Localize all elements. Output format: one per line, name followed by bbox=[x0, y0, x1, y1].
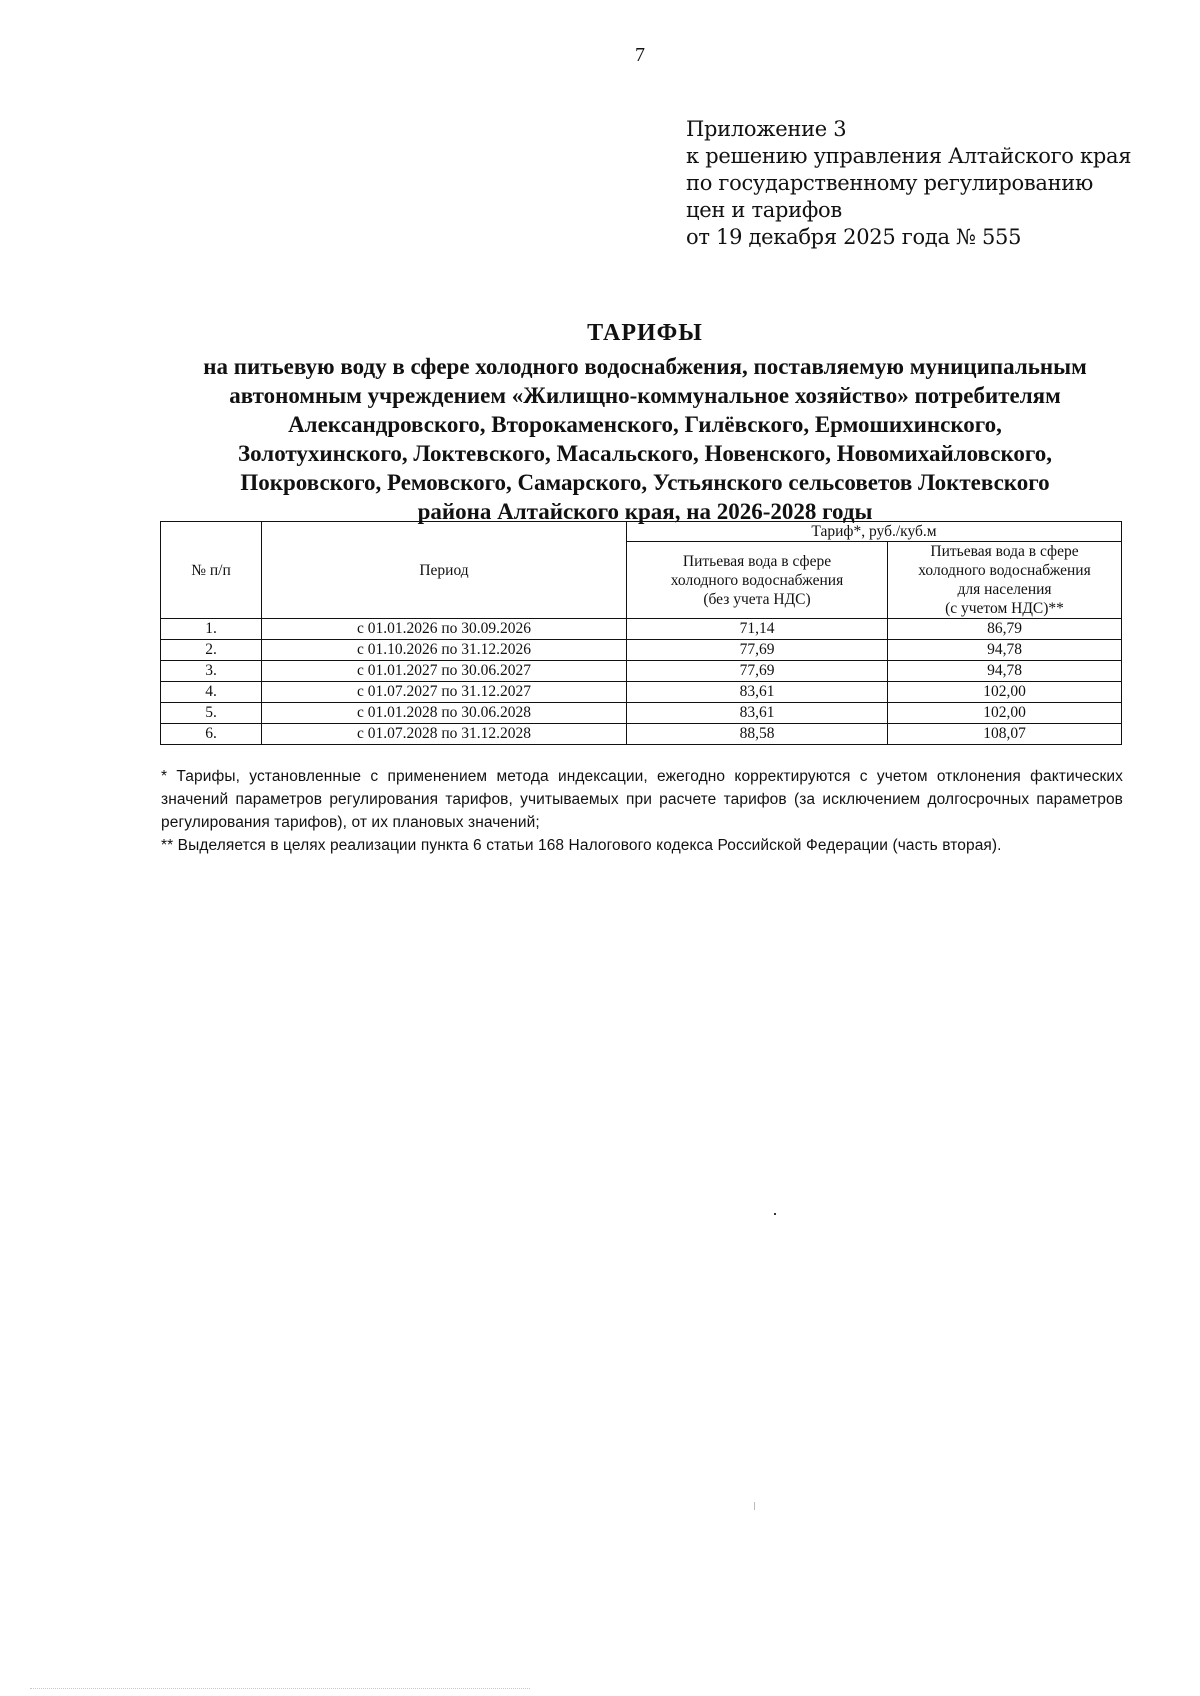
table-row bbox=[161, 640, 1122, 661]
scan-mark bbox=[754, 1502, 755, 1510]
scan-speck bbox=[774, 1213, 776, 1215]
document-title: ТАРИФЫ bbox=[587, 320, 703, 346]
row-num: 6. bbox=[161, 724, 262, 745]
appendix-line: Приложение 3 bbox=[686, 117, 847, 141]
header-tariff-no-vat bbox=[627, 542, 888, 619]
row-tariff-no-vat: 77,69 bbox=[627, 640, 888, 661]
row-tariff-no-vat: 88,58 bbox=[627, 724, 888, 745]
row-num: 2. bbox=[161, 640, 262, 661]
header-line: Питьевая вода в сфере bbox=[930, 543, 1079, 560]
header-line: холодного водоснабжения bbox=[918, 562, 1091, 579]
table-row bbox=[161, 724, 1122, 745]
row-tariff-no-vat: 77,69 bbox=[627, 661, 888, 682]
appendix-line: по государственному регулированию bbox=[686, 171, 1093, 195]
row-tariff-with-vat: 86,79 bbox=[888, 619, 1122, 640]
footnote-indexation: * Тарифы, установленные с применением метода индексации, ежегодно корректируются с учетом отклонения фактических значений параметров регулирования тарифов, учитываемых при расчете тарифов (за исключением долгосрочных параметров регулирования тарифов), от их плановых значений; bbox=[161, 768, 1123, 831]
subtitle-line: Золотухинского, Локтевского, Масальского, Новенского, Новомихайловского, bbox=[237, 441, 1053, 466]
header-line: (без учета НДС) bbox=[703, 590, 811, 608]
header-line: (с учетом НДС)** bbox=[945, 600, 1064, 617]
subtitle-line: Александровского, Второкаменского, Гилёвского, Ермошихинского, bbox=[288, 412, 1002, 437]
appendix-reference bbox=[686, 116, 1131, 251]
appendix-line: от 19 декабря 2025 года № 555 bbox=[686, 225, 1022, 249]
header-tariff-group: Тариф*, руб./куб.м bbox=[627, 522, 1122, 542]
table-row bbox=[161, 682, 1122, 703]
table-row bbox=[161, 661, 1122, 682]
header-line: холодного водоснабжения bbox=[670, 571, 844, 589]
row-period: с 01.01.2028 по 30.06.2028 bbox=[262, 703, 627, 724]
row-tariff-with-vat: 108,07 bbox=[888, 724, 1122, 745]
row-tariff-with-vat: 94,78 bbox=[888, 640, 1122, 661]
header-tariff-with-vat bbox=[888, 542, 1122, 619]
row-period: с 01.01.2026 по 30.09.2026 bbox=[262, 619, 627, 640]
row-tariff-no-vat: 83,61 bbox=[627, 682, 888, 703]
appendix-line: к решению управления Алтайского края bbox=[686, 144, 1132, 168]
row-num: 3. bbox=[161, 661, 262, 682]
header-num: № п/п bbox=[161, 522, 262, 619]
row-tariff-no-vat: 71,14 bbox=[627, 619, 888, 640]
row-num: 5. bbox=[161, 703, 262, 724]
scan-artifact-line bbox=[30, 1688, 530, 1690]
row-tariff-with-vat: 94,78 bbox=[888, 661, 1122, 682]
appendix-line: цен и тарифов bbox=[686, 198, 842, 222]
row-tariff-with-vat: 102,00 bbox=[888, 703, 1122, 724]
row-tariff-no-vat: 83,61 bbox=[627, 703, 888, 724]
header-line: для населения bbox=[957, 581, 1052, 598]
subtitle-line: района Алтайского края, на 2026-2028 годы bbox=[417, 499, 873, 524]
row-period: с 01.01.2027 по 30.06.2027 bbox=[262, 661, 627, 682]
row-num: 1. bbox=[161, 619, 262, 640]
header-period: Период bbox=[262, 522, 627, 619]
table-row bbox=[161, 703, 1122, 724]
subtitle-line: Покровского, Ремовского, Самарского, Устьянского сельсоветов Локтевского bbox=[240, 470, 1050, 495]
row-tariff-with-vat: 102,00 bbox=[888, 682, 1122, 703]
row-period: с 01.07.2028 по 31.12.2028 bbox=[262, 724, 627, 745]
row-period: с 01.07.2027 по 31.12.2027 bbox=[262, 682, 627, 703]
document-subtitle bbox=[150, 352, 1140, 526]
page-number: 7 bbox=[635, 44, 645, 66]
row-period: с 01.10.2026 по 31.12.2026 bbox=[262, 640, 627, 661]
subtitle-line: на питьевую воду в сфере холодного водоснабжения, поставляемую муниципальным bbox=[203, 354, 1087, 379]
footnotes bbox=[161, 765, 1123, 857]
footnote-vat: ** Выделяется в целях реализации пункта 6 статьи 168 Налогового кодекса Российской Федерации (часть вторая). bbox=[161, 837, 1002, 854]
row-num: 4. bbox=[161, 682, 262, 703]
tariff-table bbox=[160, 521, 1122, 745]
table-row bbox=[161, 619, 1122, 640]
header-line: Питьевая вода в сфере bbox=[682, 552, 832, 570]
subtitle-line: автономным учреждением «Жилищно-коммунальное хозяйство» потребителям bbox=[229, 383, 1061, 408]
